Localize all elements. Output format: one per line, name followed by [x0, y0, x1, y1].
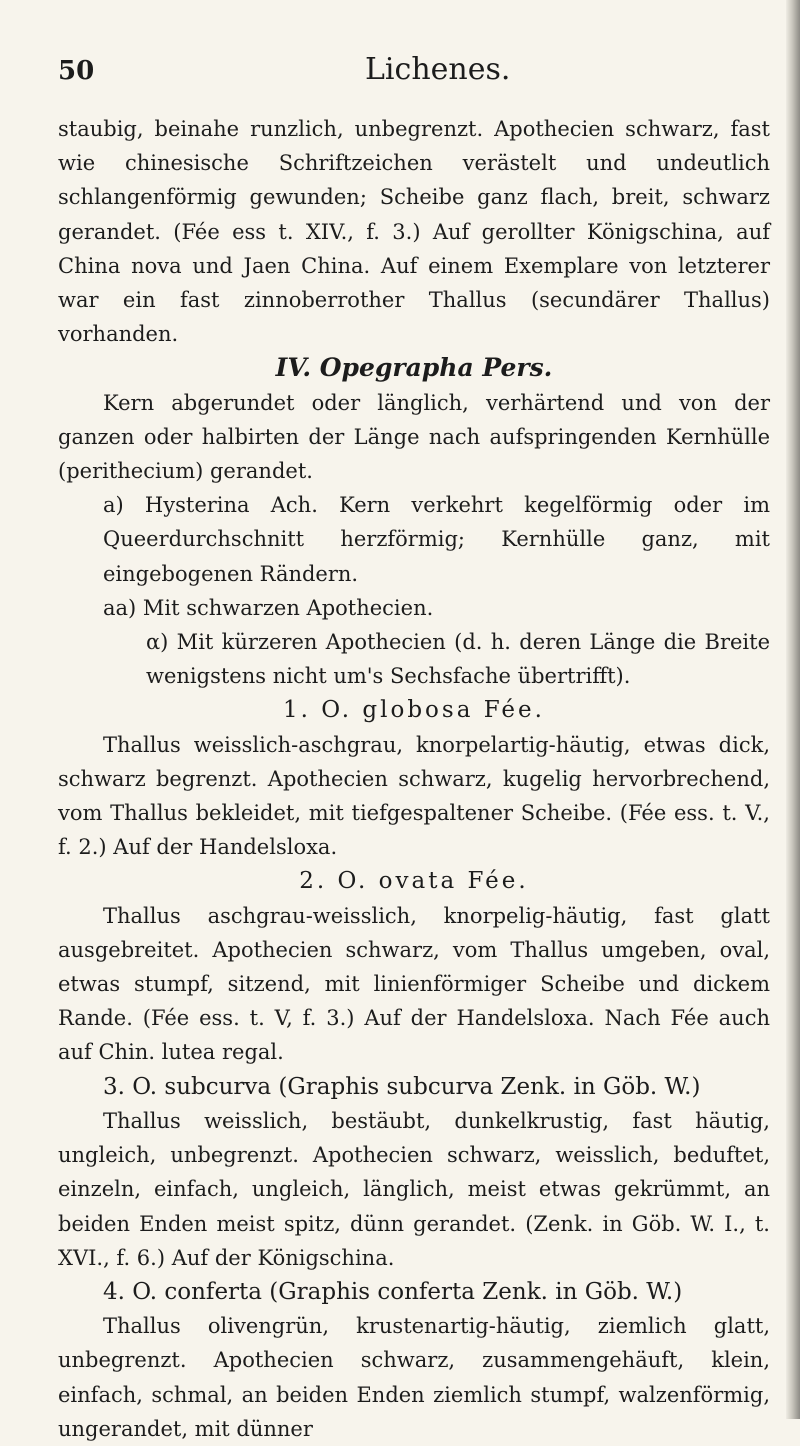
group-alpha: α) Mit kürzeren Apothecien (d. h. deren Länge die Breite wenigstens nicht um's Sechsfache übertrifft). — [146, 630, 770, 689]
section-heading-opegrapha: IV. Opegrapha Pers. — [275, 353, 553, 383]
running-title: Lichenes. — [365, 52, 511, 87]
species-description-3: Thallus weisslich, bestäubt, dunkelkrustig, fast häutig, ungleich, unbegrenzt. Apothecien schwarz, weisslich, beduftet, einzeln, einfach, ungleich, länglich, meist etwas gekrümmt, an beiden Enden meist spitz, dünn gerandet. (Zenk. in Göb. W. I., t. XVI., f. 6.) Auf der Königschina. — [58, 1108, 770, 1270]
page-body — [58, 112, 770, 1446]
species-description-4: Thallus olivengrün, krustenartig-häutig, ziemlich glatt, unbegrenzt. Apothecien schwarz, zusammengehäuft, klein, einfach, schmal, an beiden Enden ziemlich stumpf, walzenförmig, ungerandet, mit dünner — [58, 1314, 770, 1441]
species-description-2: Thallus aschgrau-weisslich, knorpelig-häutig, fast glatt ausgebreitet. Apothecien schwarz, vom Thallus umgeben, oval, etwas stumpf, sitzend, mit linienförmiger Scheibe und dickem Rande. (Fée ess. t. V, f. 3.) Auf der Handelsloxa. Nach Fée auch auf Chin. lutea regal. — [58, 903, 770, 1065]
species-heading-1: 1. O. globosa Fée. — [283, 697, 545, 724]
subgenus-hysterina: a) Hysterina Ach. Kern verkehrt kegelförmig oder im Queerdurchschnitt herzförmig; Kernhülle ganz, mit eingebogenen Rändern. — [103, 493, 770, 586]
page-edge-shadow — [786, 0, 800, 1419]
species-heading-4: 4. O. conferta (Graphis conferta Zenk. in Göb. W.) — [103, 1278, 683, 1305]
species-heading-3: 3. O. subcurva (Graphis subcurva Zenk. in Göb. W.) — [103, 1073, 701, 1100]
page-number: 50 — [58, 56, 95, 86]
species-heading-2: 2. O. ovata Fée. — [299, 868, 529, 895]
group-aa: aa) Mit schwarzen Apothecien. — [103, 595, 434, 620]
species-description-1: Thallus weisslich-aschgrau, knorpelartig-häutig, etwas dick, schwarz begrenzt. Apothecien schwarz, kugelig hervorbrechend, vom Thallus bekleidet, mit tiefgespaltener Scheibe. (Fée ess. t. V., f. 2.) Auf der Handelsloxa. — [58, 732, 770, 860]
page-header — [0, 52, 800, 92]
genus-description: Kern abgerundet oder länglich, verhärtend und von der ganzen oder halbirten der Länge nach aufspringenden Kernhülle (perithecium) gerandet. — [58, 390, 770, 484]
paragraph-continuation: staubig, beinahe runzlich, unbegrenzt. Apothecien schwarz, fast wie chinesische Schriftzeichen verästelt und undeutlich schlangenförmig gewunden; Scheibe ganz flach, breit, schwarz gerandet. (Fée ess t. XIV., f. 3.) Auf gerollter Königschina, auf China nova und Jaen China. Auf einem Exemplare von letzterer war ein fast zinnoberrother Thallus (secundärer Thallus) vorhanden. — [58, 117, 770, 347]
